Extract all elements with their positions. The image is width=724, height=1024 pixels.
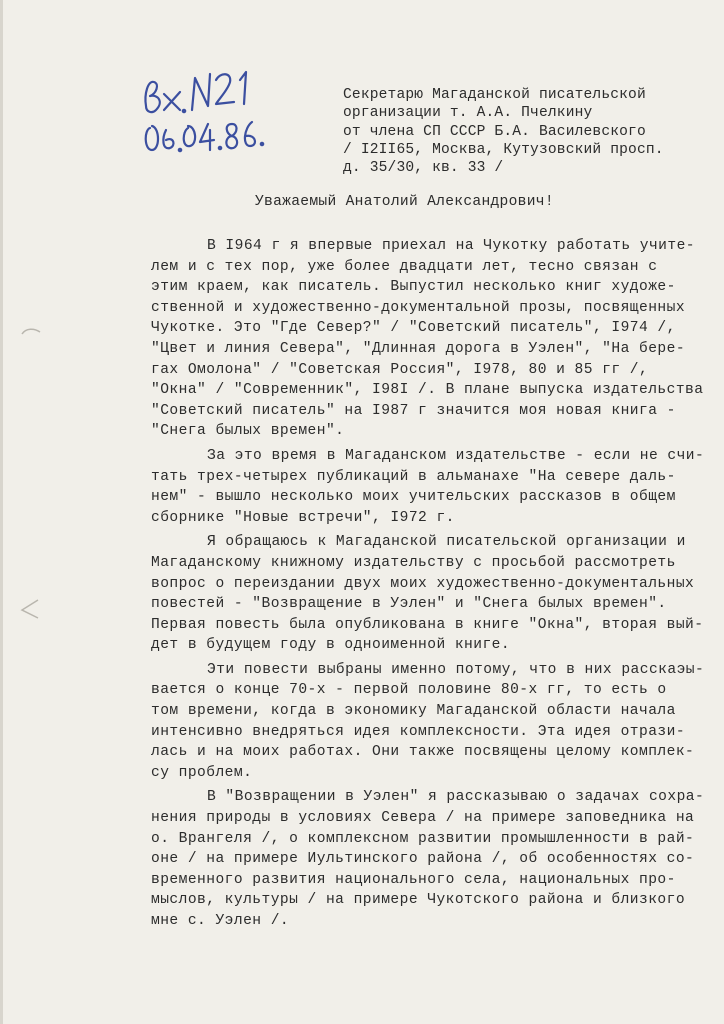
text-line: В I964 г я впервые приехал на Чукотку работать учите-: [207, 238, 696, 254]
text-line: В "Возвращении в Уэлен" я рассказываю о задачах сохра-: [207, 789, 705, 806]
text-line: Эти повести выбраны именно потому, что в них расскаэы-: [207, 661, 705, 678]
page-edge: [0, 0, 3, 1024]
text-line: гах Омолона" / "Советская Россия", I978, 80 и 85 гг /,: [151, 361, 649, 378]
text-line: "Цвет и линия Севера", "Длинная дорога в Уэлен", "На бере-: [151, 340, 686, 357]
text-line: временного развития национального села, национальных про-: [151, 871, 676, 888]
handwritten-note-drawing: [140, 58, 270, 168]
text-line: вается о конце 70-х - первой половине 80-х гг, то есть о: [151, 682, 667, 699]
text-line: мне с. Уэлен /.: [151, 913, 290, 929]
text-line: интенсивно внедряться идея комплексности. Эта идея отрази-: [151, 723, 686, 740]
handwritten-registration-mark: [140, 58, 270, 168]
text-line: нем" - вышло несколько моих учительских рассказов в общем: [151, 489, 676, 506]
addressee-line: от члена СП СССР Б.А. Василевского: [343, 123, 646, 140]
paragraph-3: [151, 532, 711, 656]
paragraph-4: [151, 660, 711, 784]
punch-hole-mark-bottom: [14, 596, 44, 622]
text-line: том времени, когда в экономику Магаданской области начала: [151, 703, 676, 720]
text-line: су проблем.: [151, 764, 253, 781]
text-line: Чукотке. Это "Где Север?" / "Советский писатель", I974 /,: [151, 320, 676, 337]
text-line: За это время в Магаданском издательстве - если не счи-: [207, 447, 705, 464]
salutation: Уважаемый Анатолий Александрович!: [255, 194, 554, 210]
punch-hole-mark-top: [18, 322, 44, 342]
text-line: лем и с тех пор, уже более двадцати лет, тесно связан с: [151, 258, 658, 275]
text-line: нения природы в условиях Севера / на примере заповедника на: [151, 810, 695, 827]
text-line: о. Врангеля /, о комплексном развитии промышленности в рай-: [151, 830, 695, 847]
text-line: этим краем, как писатель. Выпустил несколько книг художе-: [151, 279, 676, 296]
paragraph-2: [151, 446, 711, 528]
text-line: повестей - "Возвращение в Уэлен" и "Снега былых времен".: [151, 596, 667, 613]
letter-body: [151, 236, 711, 936]
text-line: лась и на моих работах. Они также посвящены целому комплек-: [151, 744, 695, 761]
text-line: сборнике "Новые встречи", I972 г.: [151, 509, 455, 526]
text-line: вопрос о переиздании двух моих художественно-документальных: [151, 575, 695, 592]
text-line: Первая повесть была опубликована в книге "Окна", вторая вый-: [151, 616, 704, 633]
addressee-block: [343, 86, 713, 177]
addressee-line: / I2II65, Москва, Кутузовский просп.: [343, 141, 664, 158]
paragraph-1: [151, 236, 711, 442]
text-line: "Снега былых времен".: [151, 423, 345, 440]
text-line: "Советский писатель" на I987 г значится моя новая книга -: [151, 402, 676, 419]
text-line: тать трех-четырех публикаций в альманахе "На севере даль-: [151, 468, 676, 485]
text-line: оне / на примере Иультинского района /, об особенностях со-: [151, 851, 695, 868]
text-line: ственной и художественно-документальной прозы, посвященных: [151, 299, 686, 316]
text-line: "Окна" / "Современник", I98I /. В плане выпуска издательства: [151, 382, 704, 399]
addressee-line: Секретарю Магаданской писательской: [343, 87, 646, 103]
text-line: дет в будущем году в одноименной книге.: [151, 637, 511, 654]
paragraph-5: [151, 787, 711, 931]
text-line: Я обращаюсь к Магаданской писательской организации и: [207, 534, 686, 551]
text-line: Магаданскому книжному издательству с просьбой рассмотреть: [151, 554, 676, 571]
addressee-line: организации т. А.А. Пчелкину: [343, 105, 593, 122]
text-line: мыслов, культуры / на примере Чукотского района и близкого: [151, 892, 686, 909]
addressee-line: д. 35/30, кв. 33 /: [343, 160, 504, 177]
